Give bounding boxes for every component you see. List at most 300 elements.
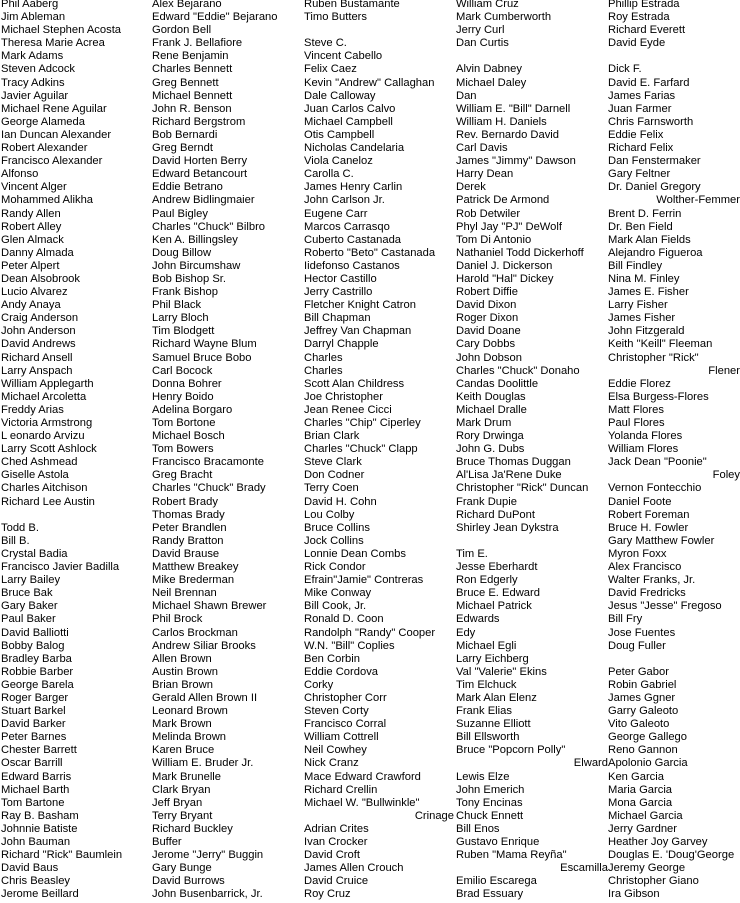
name-entry: Bill B.	[1, 534, 30, 547]
name-entry: Steven Corty	[304, 705, 369, 718]
name-entry: Gary Matthew Fowler	[608, 534, 715, 547]
name-entry: Walter Franks, Jr.	[608, 574, 696, 587]
name-entry: Brian Clark	[304, 430, 360, 443]
name-entry: Ira Gibson	[608, 888, 660, 901]
name-entry: Roy Cruz	[304, 888, 351, 901]
name-entry: Edwards	[456, 613, 500, 626]
name-entry: Frank Bishop	[152, 286, 218, 299]
name-entry: David Croft	[304, 849, 360, 862]
name-entry: Chris Farnsworth	[608, 115, 694, 128]
name-entry: Jean Renee Cicci	[304, 403, 392, 416]
name-entry: Charles "Chuck" Brady	[152, 482, 266, 495]
name-entry: Tim Blodgett	[152, 325, 215, 338]
name-entry: John Anderson	[1, 325, 76, 338]
name-entry: Efrain"Jamie" Contreras	[304, 574, 424, 587]
name-entry: Carl Davis	[456, 142, 508, 155]
name-entry: Giselle Astola	[1, 469, 69, 482]
name-entry: Charles "Chip" Ciperley	[304, 417, 421, 429]
name-entry: Michael Bennett	[152, 89, 233, 102]
name-column-4	[456, 0, 608, 901]
name-entry: Greg Berndt	[152, 142, 213, 155]
name-entry: Otis Campbell	[304, 128, 375, 141]
name-entry: Eddie Betrano	[152, 181, 223, 194]
name-entry: Buffer	[152, 836, 182, 848]
name-entry: Bill Findley	[608, 259, 663, 272]
name-entry: Juan Carlos Calvo	[304, 102, 396, 115]
name-entry: Ian Duncan Alexander	[1, 128, 112, 141]
name-entry: Al'Lisa Ja'Rene Duke	[456, 469, 562, 482]
name-entry: Charles	[304, 364, 343, 377]
name-entry: Larry Bailey	[1, 574, 61, 587]
name-entry: John Bauman	[1, 836, 71, 848]
name-entry: Tim Elchuck	[456, 678, 517, 691]
name-entry: Richard Everett	[608, 24, 686, 37]
name-entry: Jerry Castrillo	[304, 286, 373, 299]
name-entry: Bob Bernardi	[152, 128, 218, 141]
name-entry: John R. Benson	[152, 102, 232, 115]
name-entry: Robert Foreman	[608, 508, 690, 521]
name-entry: Michael Dralle	[456, 403, 527, 416]
name-entry: Heather Joy Garvey	[608, 836, 708, 848]
name-entry: Edward "Eddie" Bejarano	[152, 11, 278, 24]
name-entry: Rory Drwinga	[456, 430, 524, 443]
name-entry: Randolph "Randy" Cooper	[304, 626, 436, 639]
name-entry: William Cottrell	[304, 731, 379, 744]
name-entry: George Barela	[1, 678, 74, 691]
name-entry: Neil Cowhey	[304, 744, 367, 757]
name-entry: Daniel Foote	[608, 495, 672, 508]
name-entry: Frank Elias	[456, 705, 512, 718]
name-entry: Gary Bunge	[152, 862, 212, 875]
name-entry: Phyl Jay "PJ" DeWolf	[456, 220, 562, 233]
name-entry: Peter Alpert	[1, 259, 60, 272]
name-entry: Todd B.	[1, 521, 39, 534]
name-entry: Javier Aguilar	[1, 89, 69, 102]
name-entry: David Cruice	[304, 875, 369, 888]
name-entry: Adelina Borgaro	[152, 403, 233, 416]
name-entry: David Brause	[152, 547, 220, 560]
name-entry: Joe Christopher	[304, 390, 383, 403]
name-entry: Mark Adams	[1, 50, 64, 63]
name-entry: Terry Bryant	[152, 809, 213, 822]
name-entry: Mark Brunelle	[152, 770, 222, 783]
name-entry: Bill Enos	[456, 822, 500, 835]
name-entry: John G. Dubs	[456, 443, 525, 456]
group-spacer	[456, 50, 608, 63]
name-entry: Bob Bishop Sr.	[152, 272, 227, 285]
name-entry: Dan Fenstermaker	[608, 155, 701, 168]
name-entry: Alfonso	[1, 168, 39, 181]
name-column-1	[1, 0, 146, 901]
name-entry: Crystal Badia	[1, 547, 68, 560]
name-entry: Ben Corbin	[304, 652, 360, 665]
name-entry: Michael Arcoletta	[1, 390, 87, 403]
name-entry: Gustavo Enrique	[456, 836, 540, 848]
name-entry: Adrian Crites	[304, 822, 369, 835]
name-entry-continuation: Elward	[573, 757, 608, 770]
name-entry: Cuberto Castanada	[304, 233, 402, 246]
name-entry: Francisco Corral	[304, 718, 387, 731]
name-entry: Charles "Chuck" Donaho	[456, 364, 580, 377]
name-entry: Jeremy George	[608, 862, 686, 875]
name-entry: Eugene Carr	[304, 207, 368, 220]
name-entry: David H. Cohn	[304, 495, 377, 508]
name-entry: Francisco Alexander	[1, 155, 103, 168]
name-entry: David Balliotti	[1, 626, 69, 639]
name-entry: Jerome Beillard	[1, 888, 79, 901]
name-entry: Jerry Gardner	[608, 822, 678, 835]
name-entry: Greg Bracht	[152, 469, 213, 482]
name-entry: Michael Shawn Brewer	[152, 600, 267, 613]
name-entry: Steven Adcock	[1, 63, 76, 76]
name-entry: Christopher Corr	[304, 691, 387, 704]
name-entry: Nick Cranz	[304, 757, 359, 770]
name-entry: James Fisher	[608, 312, 676, 325]
name-entry: John Bircumshaw	[152, 259, 241, 272]
name-entry: Richard Lee Austin	[1, 495, 95, 508]
name-entry: Francisco Javier Badilla	[1, 561, 120, 574]
name-entry: Eddie Florez	[608, 377, 671, 390]
name-entry: Jesse Eberhardt	[456, 561, 538, 574]
name-entry: Mark Brown	[152, 718, 212, 731]
name-entry: Ruben "Mama Reyña"	[456, 849, 567, 862]
name-entry: Stuart Barkel	[1, 705, 66, 718]
name-entry: Tom Bortone	[152, 417, 216, 429]
name-entry: Melinda Brown	[152, 731, 226, 744]
name-entry: Juan Farmer	[608, 102, 672, 115]
name-entry: Derek	[456, 181, 486, 194]
name-entry-continuation: Flener	[708, 364, 740, 377]
name-entry: Charles	[304, 351, 343, 364]
name-entry: Roberto "Beto" Castanada	[304, 246, 436, 259]
name-entry: Myron Foxx	[608, 547, 667, 560]
name-entry: Corky	[304, 678, 334, 691]
name-entry: Rick Condor	[304, 561, 366, 574]
name-entry: James E. Fisher	[608, 286, 689, 299]
name-entry: Neil Brennan	[152, 587, 217, 600]
name-entry: Gerald Allen Brown II	[152, 691, 258, 704]
name-entry: Bruce "Popcorn Polly"	[456, 744, 566, 757]
name-entry: Edy	[456, 626, 476, 639]
name-entry: Dale Calloway	[304, 89, 376, 102]
name-entry: Mark Drum	[456, 417, 512, 429]
name-entry: Ivan Crocker	[304, 836, 368, 848]
name-entry: Greg Bennett	[152, 76, 219, 89]
name-entry: Alex Francisco	[608, 561, 682, 574]
name-entry: William E. Bruder Jr.	[152, 757, 254, 770]
name-entry: Shirley Jean Dykstra	[456, 521, 559, 534]
name-entry: William E. "Bill" Darnell	[456, 102, 571, 115]
name-entry: Andy Anaya	[1, 299, 61, 312]
name-entry: Candas Doolittle	[456, 377, 539, 390]
name-entry: Brent D. Ferrin	[608, 207, 682, 220]
name-entry: Jock Collins	[304, 534, 364, 547]
name-entry: Johnnie Batiste	[1, 822, 78, 835]
name-entry: Peter Gabor	[608, 665, 669, 678]
name-entry: Felix Caez	[304, 63, 357, 76]
name-entry: Timo Butters	[304, 11, 367, 24]
name-entry-continuation: Escamilla	[560, 862, 608, 875]
name-entry: Bruce Collins	[304, 521, 370, 534]
name-entry: Tom Bowers	[152, 443, 214, 456]
name-entry: Ron Edgerly	[456, 574, 518, 587]
name-entry: Larry Eichberg	[456, 652, 529, 665]
name-entry: Bill Ellsworth	[456, 731, 520, 744]
name-entry: Keith "Keill" Fleeman	[608, 338, 713, 351]
name-entry: Richard DuPont	[456, 508, 535, 521]
name-entry: Peter Barnes	[1, 731, 67, 744]
name-entry: Ronald D. Coon	[304, 613, 384, 626]
name-entry: George Alameda	[1, 115, 85, 128]
name-entry: Lewis Elze	[456, 770, 510, 783]
name-entry: Rene Benjamin	[152, 50, 229, 63]
name-entry: Daniel J. Dickerson	[456, 259, 553, 272]
name-entry: Richard Wayne Blum	[152, 338, 257, 351]
name-entry: Bobby Balog	[1, 639, 65, 652]
name-entry: Michael Stephen Acosta	[1, 24, 122, 37]
name-entry: Christopher Giano	[608, 875, 699, 888]
name-entry: Mark Cumberworth	[456, 11, 552, 24]
name-entry-continuation: Wolther-Femmer	[656, 194, 740, 207]
name-entry: Dr. Ben Field	[608, 220, 673, 233]
name-entry: Larry Anspach	[1, 364, 73, 377]
name-entry: Robert Alexander	[1, 142, 88, 155]
name-entry: Don Codner	[304, 469, 365, 482]
name-entry: David E. Farfard	[608, 76, 690, 89]
name-entry: Keith Douglas	[456, 390, 526, 403]
name-entry: Eddie Cordova	[304, 665, 379, 678]
name-column-3	[304, 0, 454, 901]
name-entry: Brad Essuary	[456, 888, 524, 901]
name-entry: Vernon Fontecchio	[608, 482, 702, 495]
name-entry: Bruce H. Fowler	[608, 521, 689, 534]
name-entry-continuation: Foley	[712, 469, 740, 482]
group-spacer	[1, 509, 146, 522]
name-entry: Randy Bratton	[152, 534, 224, 547]
name-entry: Robert Alley	[1, 220, 62, 233]
name-entry: Doug Billow	[152, 246, 212, 259]
name-entry: Richard Felix	[608, 142, 674, 155]
name-entry: Nina M. Finley	[608, 272, 680, 285]
name-entry: Tom Di Antonio	[456, 233, 532, 246]
name-entry: Richard Buckley	[152, 822, 233, 835]
name-entry: Reno Gannon	[608, 744, 678, 757]
name-entry: Viola Caneloz	[304, 155, 373, 168]
name-entry: Harold "Hal" Dickey	[456, 272, 554, 285]
name-entry: Mohammed Alikha	[1, 194, 94, 207]
name-entry: David Andrews	[1, 338, 76, 351]
name-entry: Leonard Brown	[152, 705, 228, 718]
name-entry: Darryl Chapple	[304, 338, 379, 351]
name-entry: Donna Bohrer	[152, 377, 222, 390]
name-entry: Carolla C.	[304, 168, 354, 181]
name-entry: Yolanda Flores	[608, 430, 683, 443]
name-entry: Steve C.	[304, 37, 347, 50]
name-entry: Elsa Burgess-Flores	[608, 390, 709, 403]
name-entry: Charles Aitchison	[1, 482, 88, 495]
name-entry: Nicholas Candelaria	[304, 142, 405, 155]
name-entry: W.N. "Bill" Coplies	[304, 639, 395, 652]
name-entry: Jeff Bryan	[152, 796, 203, 809]
name-entry: Bill Chapman	[304, 312, 371, 325]
name-entry: Austin Brown	[152, 665, 218, 678]
name-entry: Francisco Bracamonte	[152, 456, 264, 469]
name-entry: Alejandro Figueroa	[608, 246, 703, 259]
name-entry: Jeffrey Van Chapman	[304, 325, 412, 338]
name-entry: Rob Detwiler	[456, 207, 521, 220]
name-entry: Ched Ashmead	[1, 456, 78, 469]
name-entry: Frank J. Bellafiore	[152, 37, 243, 50]
group-spacer	[456, 535, 608, 548]
name-entry-continuation: Crinage	[414, 809, 454, 822]
name-entry: Andrew Bidlingmaier	[152, 194, 255, 207]
name-entry: Vito Galeoto	[608, 718, 670, 731]
name-entry: Terry Coen	[304, 482, 359, 495]
name-entry: Richard Ansell	[1, 351, 73, 364]
name-column-2	[152, 0, 302, 901]
name-entry: Rev. Bernardo David	[456, 128, 560, 141]
name-entry: James "Jimmy" Dawson	[456, 155, 576, 168]
name-entry: Thomas Brady	[152, 508, 225, 521]
group-spacer	[608, 653, 740, 666]
name-entry: Bill Cook, Jr.	[304, 600, 367, 613]
name-entry: Jose Fuentes	[608, 626, 676, 639]
name-entry: Ken Garcia	[608, 770, 664, 783]
group-spacer	[608, 50, 740, 63]
name-entry: Allen Brown	[152, 652, 212, 665]
name-entry: Alvin Dabney	[456, 63, 522, 76]
name-entry: Emilio Escarega	[456, 875, 537, 888]
name-entry: David Dixon	[456, 299, 517, 312]
name-entry: Paul Baker	[1, 613, 56, 626]
name-entry: Apolonio Garcia	[608, 757, 688, 770]
name-column-5	[608, 0, 740, 901]
name-entry: Larry Scott Ashlock	[1, 443, 97, 456]
name-entry: Richard Bergstrom	[152, 115, 246, 128]
name-entry: Carl Bocock	[152, 364, 213, 377]
name-entry: Paul Bigley	[152, 207, 208, 220]
name-entry: James Allen Crouch	[304, 862, 404, 875]
name-entry: Phil Brock	[152, 613, 203, 626]
name-entry: Bradley Barba	[1, 652, 72, 665]
name-entry: Andrew Siliar Brooks	[152, 639, 256, 652]
name-entry: Charles Bennett	[152, 63, 233, 76]
name-entry: Chuck Ennett	[456, 809, 524, 822]
name-entry: Michael Egli	[456, 639, 517, 652]
name-entry: Chris Beasley	[1, 875, 71, 888]
name-entry: Mace Edward Crawford	[304, 770, 421, 783]
name-entry: Michael Bosch	[152, 430, 225, 443]
name-entry: Bruce Bak	[1, 587, 53, 600]
name-entry: Dan Curtis	[456, 37, 509, 50]
name-entry: Harry Dean	[456, 168, 514, 181]
name-entry: Henry Boido	[152, 390, 214, 403]
name-entry: Robert Diffie	[456, 286, 518, 299]
name-entry: Gary Feltner	[608, 168, 671, 181]
name-entry: Roy Estrada	[608, 11, 670, 24]
name-entry: Dan	[456, 89, 477, 102]
name-entry: Gary Baker	[1, 600, 58, 613]
name-entry: Tom Bartone	[1, 796, 65, 809]
name-entry: David Burrows	[152, 875, 225, 888]
name-entry: Vincent Alger	[1, 181, 67, 194]
name-entry: Robbie Barber	[1, 665, 74, 678]
name-entry: Dean Alsobrook	[1, 272, 80, 285]
name-entry: Robin Gabriel	[608, 678, 677, 691]
name-entry: Iidefonso Castanos	[304, 259, 400, 272]
name-entry: Dr. Daniel Gregory	[608, 181, 701, 194]
name-entry: Peter Brandlen	[152, 521, 227, 534]
name-entry: Larry Fisher	[608, 299, 668, 312]
name-entry: John Emerich	[456, 783, 525, 796]
name-entry: George Gallego	[608, 731, 687, 744]
name-entry: Ken A. Billingsley	[152, 233, 238, 246]
name-entry: David Baus	[1, 862, 59, 875]
name-entry: Fletcher Knight Catron	[304, 299, 416, 312]
name-entry: Doug Fuller	[608, 639, 666, 652]
name-entry: Craig Anderson	[1, 312, 79, 325]
name-entry: Val "Valerie" Ekins	[456, 665, 547, 678]
name-entry: Roger Dixon	[456, 312, 519, 325]
name-entry: David Horten Berry	[152, 155, 248, 168]
name-entry: Edward Betancourt	[152, 168, 248, 181]
name-entry: Roger Barger	[1, 691, 69, 704]
name-entry: William H. Daniels	[456, 115, 547, 128]
name-entry: Paul Flores	[608, 417, 665, 429]
name-entry: Vincent Cabello	[304, 50, 383, 63]
name-entry: Victoria Armstrong	[1, 417, 93, 429]
name-entry: Larry Bloch	[152, 312, 209, 325]
name-entry: Mona Garcia	[608, 796, 673, 809]
name-entry: Robert Brady	[152, 495, 218, 508]
name-entry: Kevin "Andrew" Callaghan	[304, 76, 435, 89]
name-entry: Richard Crellin	[304, 783, 378, 796]
name-entry: James Ggner	[608, 691, 676, 704]
name-entry: Mike Conway	[304, 587, 372, 600]
name-entry: Edward Barris	[1, 770, 72, 783]
name-entry: Ray B. Basham	[1, 809, 79, 822]
name-entry: Matt Flores	[608, 403, 664, 416]
name-entry: Tracy Adkins	[1, 76, 65, 89]
name-entry: William Applegarth	[1, 377, 94, 390]
name-entry: David Fredricks	[608, 587, 686, 600]
name-entry: Steve Clark	[304, 456, 362, 469]
name-entry: Michael Daley	[456, 76, 527, 89]
name-entry: Jack Dean "Poonie"	[608, 456, 707, 469]
name-entry: Michael Campbell	[304, 115, 393, 128]
name-entry: Carlos Brockman	[152, 626, 238, 639]
name-entry: Chester Barrett	[1, 744, 77, 757]
name-entry: James Farias	[608, 89, 676, 102]
name-entry: Michael Barth	[1, 783, 70, 796]
name-entry: Lonnie Dean Combs	[304, 547, 406, 560]
name-entry: Gordon Bell	[152, 24, 212, 37]
name-entry: Freddy Arias	[1, 403, 64, 416]
name-entry: Mark Alan Fields	[608, 233, 691, 246]
name-entry: Frank Dupie	[456, 495, 517, 508]
name-entry: Christopher "Rick"	[608, 351, 699, 364]
name-entry: Tony Encinas	[456, 796, 523, 809]
name-entry: Maria Garcia	[608, 783, 673, 796]
name-entry: Michael Garcia	[608, 809, 683, 822]
name-entry: Michael W. "Bullwinkle"	[304, 796, 420, 809]
name-entry: Oscar Barrill	[1, 757, 63, 770]
name-entry: John Busenbarrick, Jr.	[152, 888, 263, 901]
name-entry: L eonardo Arvizu	[1, 430, 85, 443]
name-entry: Marcos Carrasqo	[304, 220, 390, 233]
name-entry: Scott Alan Childress	[304, 377, 405, 390]
name-entry: James Henry Carlin	[304, 181, 403, 194]
